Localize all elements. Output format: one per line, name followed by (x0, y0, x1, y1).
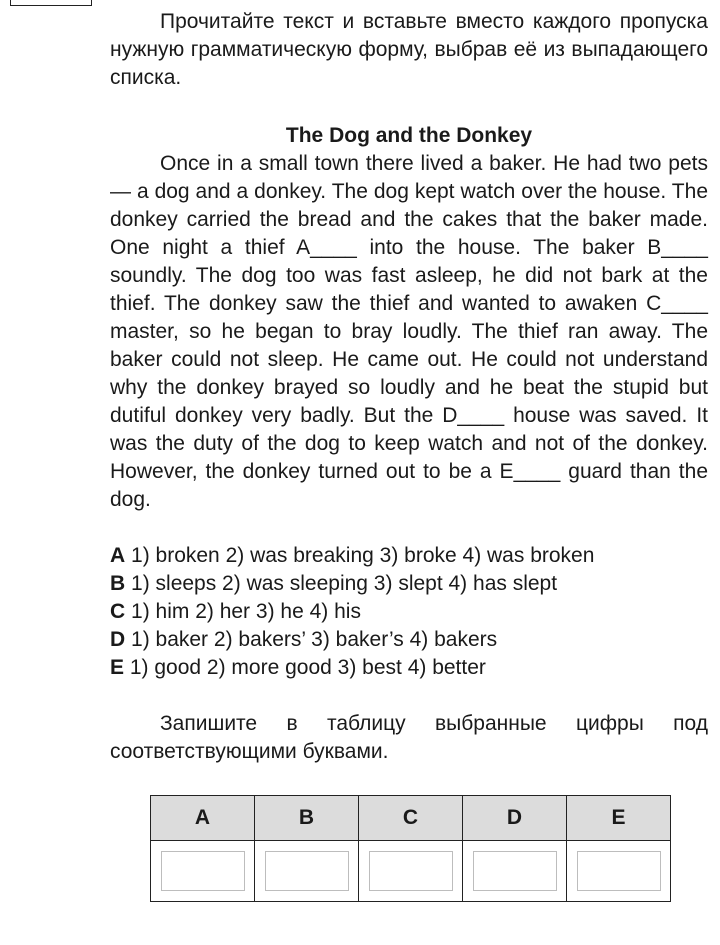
answer-cell-d (463, 841, 567, 902)
answer-table (150, 795, 671, 902)
option-row-e (110, 654, 708, 682)
task-content (110, 8, 708, 766)
option-choices: 1) baker 2) bakers’ 3) baker’s 4) bakers (131, 628, 498, 651)
option-row-b (110, 570, 708, 598)
top-decorative-box (10, 0, 92, 6)
option-row-c (110, 598, 708, 626)
answer-cell-b (255, 841, 359, 902)
options-list (110, 542, 708, 682)
option-choices: 1) sleeps 2) was sleeping 3) slept 4) has slept (131, 572, 558, 595)
option-row-d (110, 626, 708, 654)
answer-input-d[interactable] (473, 851, 557, 891)
story-title: The Dog and the Donkey (285, 124, 533, 147)
story-text: Once in a small town there lived a baker. He had two pets — a dog and a donkey. The dog kept watch over the house. The donkey carried the bread and the cakes that the baker made. One night a thief A____ into the house. The baker B____ soundly. The dog too was fast asleep, he did not bark at the thief. The donkey saw the thief and wanted to awaken C____ master, so he began to bray loudly. The thief ran away. The baker could not sleep. He came out. He could not understand why the donkey brayed so loudly and he beat the stupid but dutiful donkey very badly. But the D____ house was saved. It was the duty of the dog to keep watch and not of the donkey. However, the donkey turned out to be a E____ guard than the dog. (110, 152, 708, 511)
answer-input-c[interactable] (369, 851, 453, 891)
option-letter: D (110, 628, 126, 651)
answer-header-c: C (359, 796, 463, 841)
answer-header-a: A (151, 796, 255, 841)
answer-header-row (151, 796, 671, 841)
option-letter: E (110, 656, 125, 679)
answer-input-a[interactable] (161, 851, 245, 891)
answer-header-b: B (255, 796, 359, 841)
option-letter: A (110, 544, 126, 567)
option-letter: C (110, 600, 126, 623)
answer-input-b[interactable] (265, 851, 349, 891)
answer-header-d: D (463, 796, 567, 841)
task-instruction: Прочитайте текст и вставьте вместо каждого пропуска нужную грамматическую форму, выбрав её из выпадающего списка. (110, 10, 708, 89)
option-row-a (110, 542, 708, 570)
option-choices: 1) broken 2) was breaking 3) broke 4) was broken (131, 544, 595, 567)
option-choices: 1) good 2) more good 3) best 4) better (129, 656, 486, 679)
option-letter: B (110, 572, 126, 595)
answer-cell-c (359, 841, 463, 902)
answer-instruction: Запишите в таблицу выбранные цифры под соответствующими буквами. (110, 712, 708, 763)
answer-input-row (151, 841, 671, 902)
answer-input-e[interactable] (577, 851, 661, 891)
answer-cell-a (151, 841, 255, 902)
option-choices: 1) him 2) her 3) he 4) his (131, 600, 361, 623)
answer-cell-e (567, 841, 671, 902)
answer-header-e: E (567, 796, 671, 841)
